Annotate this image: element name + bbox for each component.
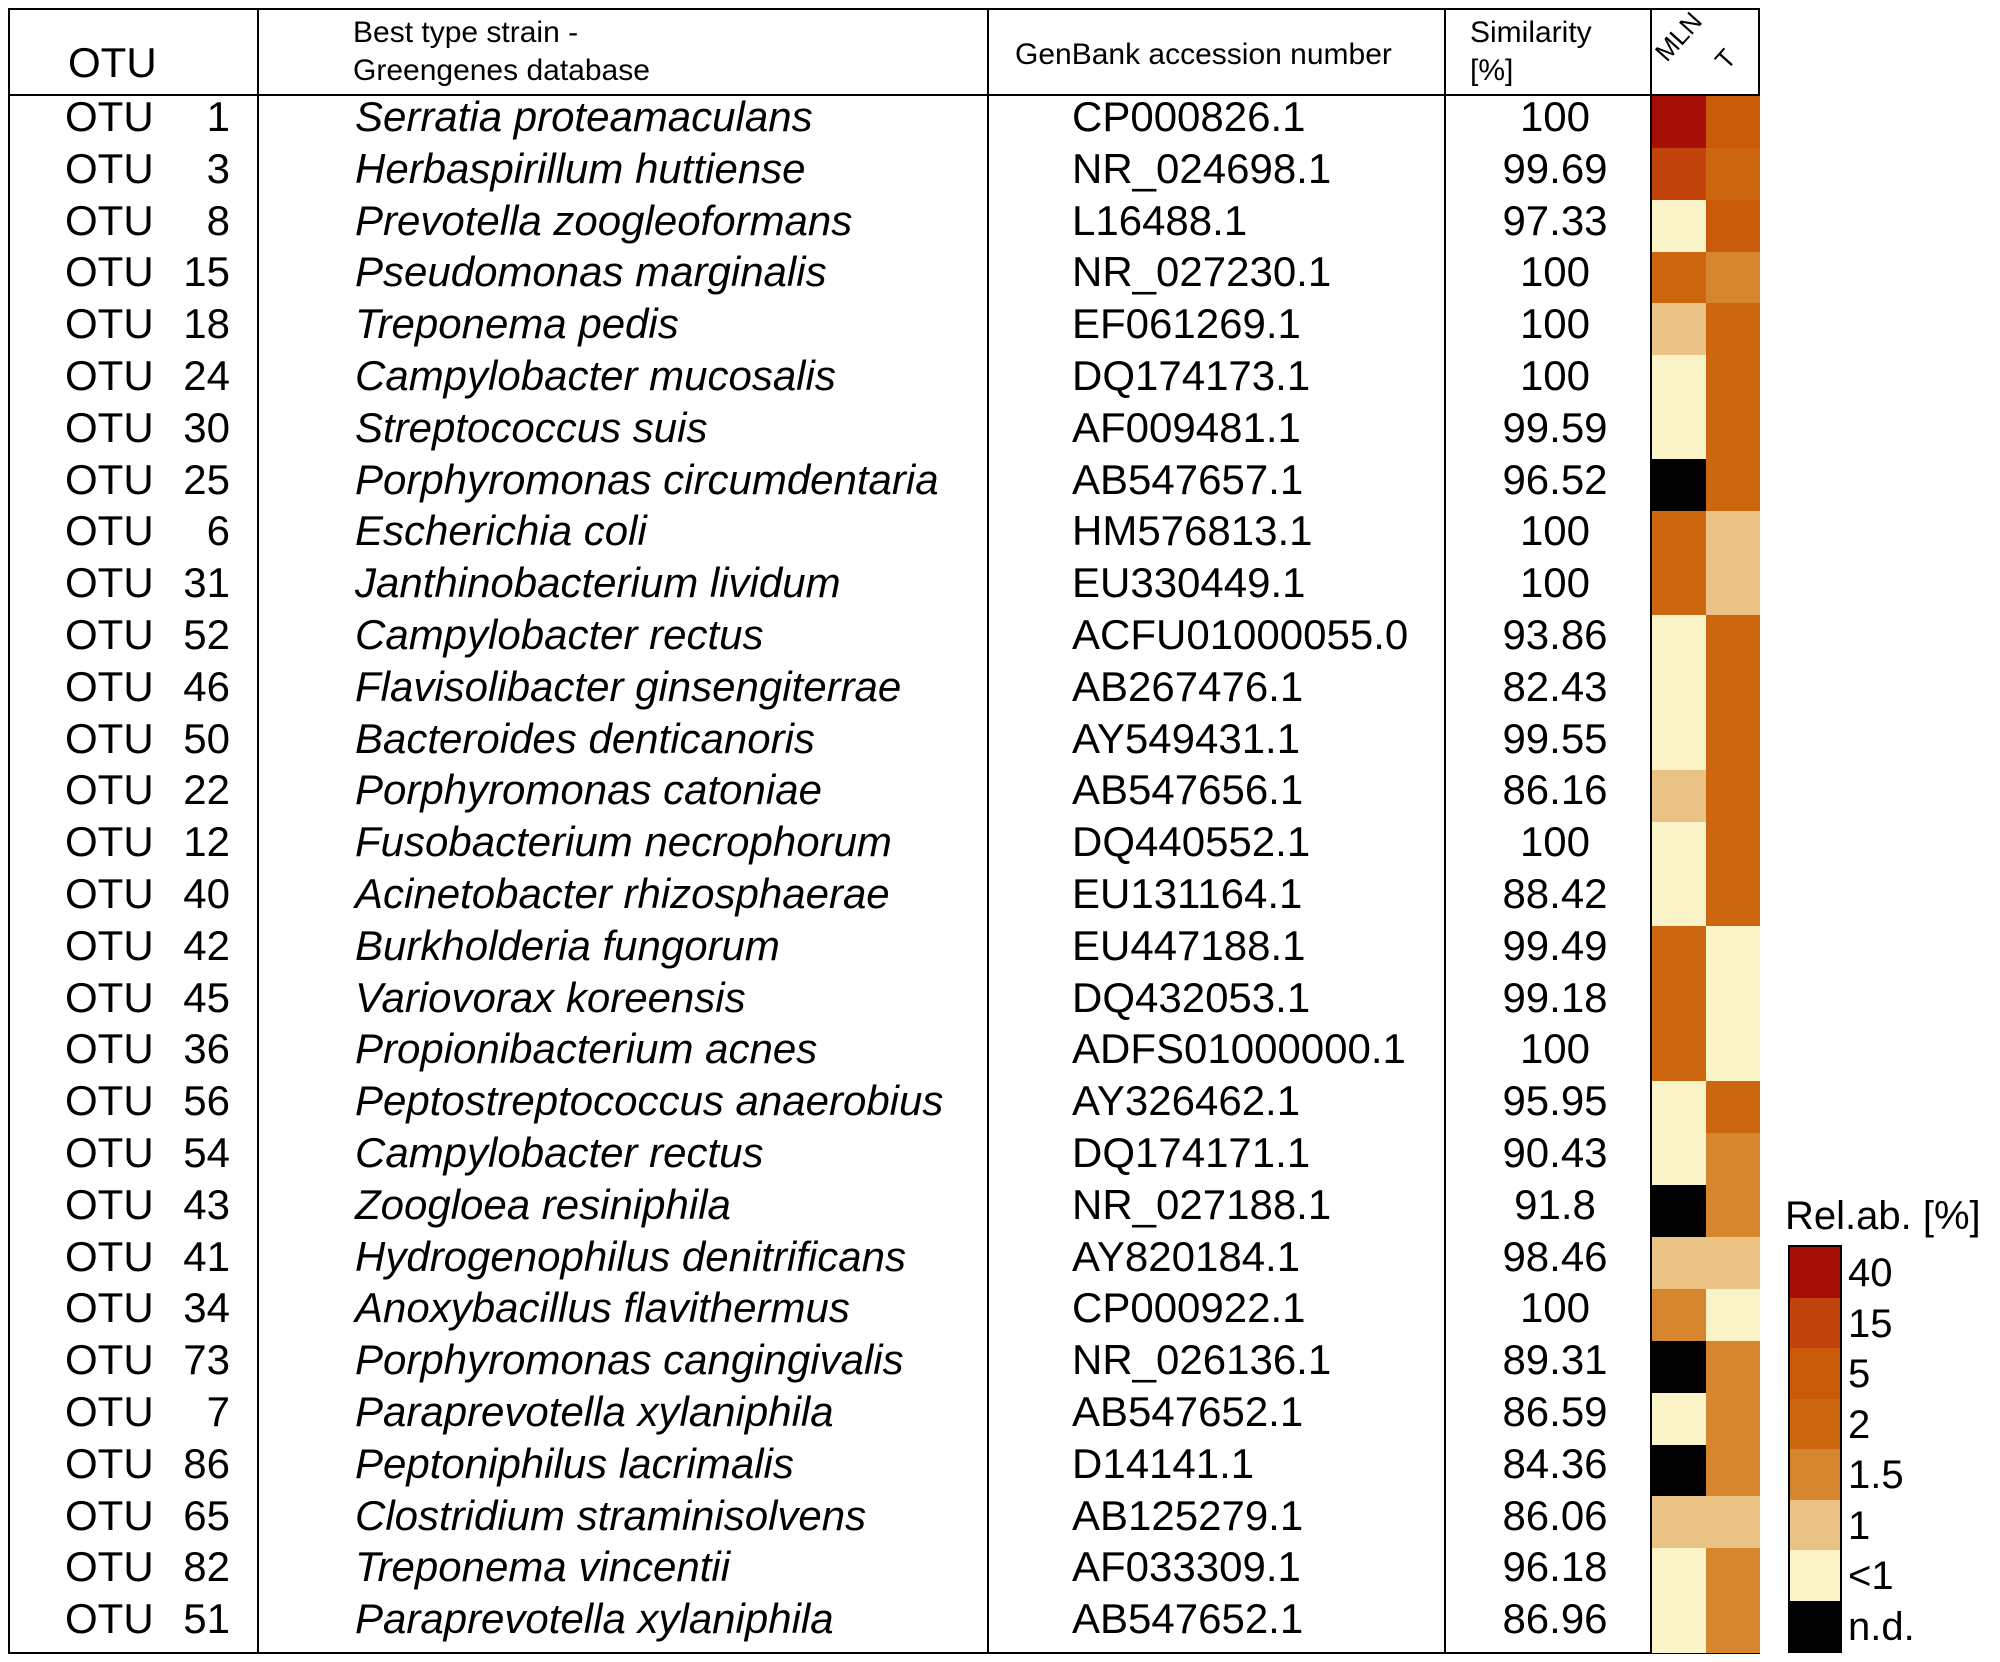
- otu-label: OTU: [65, 1336, 154, 1384]
- otu-label: OTU: [65, 300, 154, 348]
- accession-number: AB125279.1: [1072, 1491, 1304, 1539]
- otu-label: OTU: [65, 93, 154, 140]
- accession-number: AF009481.1: [1072, 403, 1301, 451]
- header-similarity-line1: Similarity: [1470, 16, 1592, 49]
- accession-number: L16488.1: [1072, 196, 1248, 244]
- similarity-value: 82.43: [1502, 662, 1608, 710]
- otu-number: 12: [183, 818, 230, 866]
- otu-number: 18: [183, 300, 230, 348]
- accession-number: DQ440552.1: [1072, 818, 1311, 866]
- legend-label: 1: [1848, 1503, 1871, 1548]
- heatmap-cell-t: [1706, 1600, 1760, 1652]
- species-name: Anoxybacillus flavithermus: [355, 1284, 850, 1332]
- heatmap-cell-mln: [1652, 1393, 1706, 1445]
- header-mln: MLN: [1648, 6, 1708, 68]
- species-name: Campylobacter rectus: [355, 611, 764, 658]
- otu-label: OTU: [65, 559, 154, 607]
- accession-number: DQ432053.1: [1072, 973, 1311, 1021]
- species-name: Treponema pedis: [355, 300, 679, 348]
- heatmap-cell-t: [1706, 1341, 1760, 1393]
- otu-number: 36: [183, 1025, 230, 1073]
- similarity-value: 97.33: [1502, 196, 1608, 244]
- similarity-value: 96.18: [1502, 1543, 1608, 1591]
- heatmap-cell-mln: [1652, 1341, 1706, 1393]
- header-strain-line2: Greengenes database: [353, 54, 650, 87]
- otu-label: OTU: [65, 973, 154, 1021]
- otu-number: 65: [183, 1491, 230, 1539]
- heatmap-cell-t: [1706, 563, 1760, 615]
- otu-label: OTU: [65, 662, 154, 710]
- heatmap-cell-mln: [1652, 926, 1706, 978]
- heatmap-cell-mln: [1652, 770, 1706, 822]
- otu-number: 50: [183, 714, 230, 762]
- column-divider: [1444, 10, 1446, 1652]
- similarity-value: 99.55: [1502, 714, 1608, 762]
- species-name: Acinetobacter rhizosphaerae: [355, 870, 890, 917]
- otu-table: [8, 8, 1760, 1654]
- heatmap-cell-mln: [1652, 1237, 1706, 1289]
- species-name: Serratia proteamaculans: [355, 93, 813, 140]
- legend-label: 15: [1848, 1301, 1893, 1346]
- species-name: Pseudomonas marginalis: [355, 248, 827, 296]
- heatmap-cell-t: [1706, 459, 1760, 511]
- similarity-value: 99.59: [1502, 403, 1608, 451]
- heatmap-cell-mln: [1652, 355, 1706, 407]
- accession-number: EF061269.1: [1072, 300, 1301, 348]
- otu-number: 86: [183, 1439, 230, 1487]
- species-name: Paraprevotella xylaniphila: [355, 1595, 834, 1643]
- legend-title: Rel.ab. [%]: [1785, 1194, 1981, 1238]
- otu-number: 3: [206, 144, 230, 192]
- otu-label: OTU: [65, 1025, 154, 1073]
- otu-number: 73: [183, 1336, 230, 1384]
- otu-number: 6: [206, 507, 230, 555]
- accession-number: AB267476.1: [1072, 662, 1304, 710]
- heatmap-cell-t: [1706, 407, 1760, 459]
- heatmap-cell-t: [1706, 1185, 1760, 1237]
- species-name: Propionibacterium acnes: [355, 1025, 818, 1073]
- similarity-value: 93.86: [1502, 611, 1608, 658]
- header-similarity-line2: [%]: [1470, 54, 1514, 87]
- column-divider: [987, 10, 989, 1652]
- accession-number: AY820184.1: [1072, 1232, 1301, 1280]
- accession-number: DQ174173.1: [1072, 352, 1311, 399]
- heatmap-cell-mln: [1652, 978, 1706, 1030]
- similarity-value: 90.43: [1502, 1129, 1608, 1176]
- accession-number: AF033309.1: [1072, 1543, 1301, 1591]
- heatmap-cell-t: [1706, 874, 1760, 926]
- otu-label: OTU: [65, 1284, 154, 1332]
- otu-label: OTU: [65, 1439, 154, 1487]
- heatmap-cell-mln: [1652, 718, 1706, 770]
- heatmap-cell-mln: [1652, 459, 1706, 511]
- otu-number: 30: [183, 403, 230, 451]
- heatmap-cell-t: [1706, 1393, 1760, 1445]
- otu-number: 51: [183, 1595, 230, 1643]
- heatmap-cell-t: [1706, 96, 1760, 148]
- similarity-value: 100: [1519, 507, 1591, 555]
- otu-number: 7: [206, 1388, 230, 1435]
- accession-number: AY326462.1: [1072, 1077, 1301, 1125]
- accession-number: D14141.1: [1072, 1439, 1255, 1487]
- similarity-value: 86.59: [1502, 1388, 1608, 1435]
- header-t: T: [1708, 43, 1742, 76]
- otu-label: OTU: [65, 1491, 154, 1539]
- otu-number: 52: [183, 611, 230, 658]
- species-name: Prevotella zoogleoformans: [355, 196, 853, 244]
- accession-number: DQ174171.1: [1072, 1129, 1311, 1176]
- similarity-value: 100: [1519, 352, 1591, 399]
- similarity-value: 100: [1519, 300, 1591, 348]
- heatmap-cell-mln: [1652, 822, 1706, 874]
- heatmap-cell-t: [1706, 355, 1760, 407]
- similarity-value: 89.31: [1502, 1336, 1608, 1384]
- accession-number: AY549431.1: [1072, 714, 1301, 762]
- accession-number: CP000922.1: [1072, 1284, 1306, 1332]
- heatmap-cell-mln: [1652, 1548, 1706, 1600]
- legend-label: 1.5: [1848, 1453, 1904, 1497]
- species-name: Streptococcus suis: [355, 403, 708, 451]
- similarity-value: 100: [1519, 248, 1591, 296]
- similarity-value: 99.49: [1502, 921, 1608, 969]
- similarity-value: 100: [1519, 93, 1591, 140]
- heatmap-cell-t: [1706, 1237, 1760, 1289]
- heatmap-cell-t: [1706, 511, 1760, 563]
- similarity-value: 95.95: [1502, 1077, 1608, 1125]
- similarity-value: 86.16: [1502, 766, 1608, 814]
- accession-number: AB547652.1: [1072, 1595, 1304, 1643]
- similarity-value: 99.18: [1502, 973, 1608, 1021]
- heatmap-cell-mln: [1652, 303, 1706, 355]
- similarity-value: 100: [1519, 1025, 1591, 1073]
- otu-label: OTU: [65, 921, 154, 969]
- species-name: Variovorax koreensis: [355, 973, 746, 1021]
- species-name: Porphyromonas circumdentaria: [355, 455, 939, 503]
- otu-number: 41: [183, 1232, 230, 1280]
- otu-number: 1: [206, 93, 230, 140]
- species-name: Porphyromonas cangingivalis: [355, 1336, 904, 1384]
- heatmap-cell-t: [1706, 1081, 1760, 1133]
- otu-label: OTU: [65, 248, 154, 296]
- header-strain-line1: Best type strain -: [353, 16, 579, 49]
- otu-label: OTU: [65, 766, 154, 814]
- heatmap-cell-t: [1706, 770, 1760, 822]
- heatmap-cell-mln: [1652, 148, 1706, 200]
- otu-label: OTU: [65, 1543, 154, 1591]
- heatmap-cell-mln: [1652, 1030, 1706, 1082]
- heatmap-cell-t: [1706, 303, 1760, 355]
- heatmap-cell-mln: [1652, 874, 1706, 926]
- otu-number: 24: [183, 352, 230, 399]
- accession-number: EU131164.1: [1072, 870, 1303, 917]
- species-name: Peptoniphilus lacrimalis: [355, 1439, 794, 1487]
- otu-number: 45: [183, 973, 230, 1021]
- similarity-value: 91.8: [1514, 1180, 1596, 1228]
- legend-label: 40: [1848, 1251, 1893, 1295]
- similarity-value: 96.52: [1502, 455, 1608, 503]
- accession-number: HM576813.1: [1072, 507, 1313, 555]
- legend-label: <1: [1848, 1554, 1894, 1598]
- species-name: Campylobacter mucosalis: [355, 352, 836, 399]
- otu-label: OTU: [65, 818, 154, 866]
- species-name: Clostridium straminisolvens: [355, 1491, 867, 1539]
- species-name: Flavisolibacter ginsengiterrae: [355, 662, 902, 710]
- accession-number: NR_026136.1: [1072, 1336, 1332, 1384]
- heatmap-cell-mln: [1652, 615, 1706, 667]
- header-accession: GenBank accession number: [1015, 38, 1392, 71]
- otu-number: 82: [183, 1543, 230, 1591]
- accession-number: ACFU01000055.0: [1072, 611, 1409, 658]
- otu-label: OTU: [65, 714, 154, 762]
- species-name: Paraprevotella xylaniphila: [355, 1388, 834, 1435]
- accession-number: NR_024698.1: [1072, 144, 1332, 192]
- otu-number: 54: [183, 1129, 230, 1176]
- column-divider: [257, 10, 259, 1652]
- otu-label: OTU: [65, 455, 154, 503]
- heatmap-cell-mln: [1652, 1289, 1706, 1341]
- heatmap-cell-t: [1706, 1496, 1760, 1548]
- similarity-value: 86.06: [1502, 1491, 1608, 1539]
- heatmap-cell-mln: [1652, 1496, 1706, 1548]
- heatmap-cell-t: [1706, 978, 1760, 1030]
- species-name: Janthinobacterium lividum: [355, 559, 841, 607]
- heatmap-cell-t: [1706, 718, 1760, 770]
- otu-label: OTU: [65, 507, 154, 555]
- species-name: Peptostreptococcus anaerobius: [355, 1077, 944, 1125]
- accession-number: ADFS01000000.1: [1072, 1025, 1406, 1073]
- otu-number: 25: [183, 455, 230, 503]
- otu-label: OTU: [65, 403, 154, 451]
- accession-number: EU330449.1: [1072, 559, 1306, 607]
- species-name: Treponema vincentii: [355, 1543, 731, 1591]
- otu-number: 15: [183, 248, 230, 296]
- heatmap-cell-t: [1706, 1548, 1760, 1600]
- legend-label: 5: [1848, 1352, 1871, 1396]
- legend-label: n.d.: [1848, 1604, 1915, 1649]
- accession-number: EU447188.1: [1072, 921, 1306, 969]
- otu-number: 46: [183, 662, 230, 710]
- otu-label: OTU: [65, 1232, 154, 1280]
- heatmap-cell-t: [1706, 1445, 1760, 1497]
- heatmap-cell-t: [1706, 1133, 1760, 1185]
- otu-label: OTU: [65, 144, 154, 192]
- similarity-value: 100: [1519, 559, 1591, 607]
- otu-number: 40: [183, 870, 230, 917]
- heatmap-cell-mln: [1652, 1445, 1706, 1497]
- heatmap-cell-mln: [1652, 200, 1706, 252]
- otu-number: 42: [183, 921, 230, 969]
- heatmap-cell-t: [1706, 200, 1760, 252]
- heatmap-cell-mln: [1652, 1081, 1706, 1133]
- heatmap-cell-mln: [1652, 1133, 1706, 1185]
- similarity-value: 100: [1519, 1284, 1591, 1332]
- similarity-value: 84.36: [1502, 1439, 1608, 1487]
- heatmap-cell-t: [1706, 667, 1760, 719]
- otu-label: OTU: [65, 611, 154, 658]
- heatmap-cell-t: [1706, 1030, 1760, 1082]
- similarity-value: 98.46: [1502, 1232, 1608, 1280]
- species-name: Campylobacter rectus: [355, 1129, 764, 1176]
- heatmap-cell-mln: [1652, 96, 1706, 148]
- species-name: Hydrogenophilus denitrificans: [355, 1232, 906, 1280]
- heatmap-cell-mln: [1652, 252, 1706, 304]
- species-name: Zoogloea resiniphila: [355, 1180, 731, 1228]
- similarity-value: 88.42: [1502, 870, 1608, 917]
- similarity-value: 100: [1519, 818, 1591, 866]
- heatmap-cell-t: [1706, 1289, 1760, 1341]
- heatmap-cell-t: [1706, 926, 1760, 978]
- species-name: Escherichia coli: [355, 507, 647, 555]
- accession-number: AB547652.1: [1072, 1388, 1304, 1435]
- heatmap-cell-t: [1706, 252, 1760, 304]
- heatmap-cell-mln: [1652, 407, 1706, 459]
- heatmap-cell-t: [1706, 822, 1760, 874]
- otu-number: 43: [183, 1180, 230, 1228]
- otu-number: 8: [206, 196, 230, 244]
- accession-number: AB547657.1: [1072, 455, 1304, 503]
- species-name: Herbaspirillum huttiense: [355, 144, 806, 192]
- heatmap-cell-mln: [1652, 667, 1706, 719]
- otu-label: OTU: [65, 1129, 154, 1176]
- accession-number: NR_027188.1: [1072, 1180, 1332, 1228]
- accession-number: NR_027230.1: [1072, 248, 1332, 296]
- similarity-value: 99.69: [1502, 144, 1608, 192]
- legend-label: 2: [1848, 1402, 1871, 1447]
- legend-border: [1788, 1245, 1842, 1653]
- similarity-value: 86.96: [1502, 1595, 1608, 1643]
- otu-label: OTU: [65, 352, 154, 399]
- otu-number: 56: [183, 1077, 230, 1125]
- accession-number: CP000826.1: [1072, 93, 1306, 140]
- otu-label: OTU: [65, 1388, 154, 1435]
- otu-number: 31: [183, 559, 230, 607]
- otu-label: OTU: [65, 1595, 154, 1643]
- otu-label: OTU: [65, 196, 154, 244]
- heatmap-cell-mln: [1652, 511, 1706, 563]
- species-name: Burkholderia fungorum: [355, 921, 780, 969]
- otu-label: OTU: [65, 1180, 154, 1228]
- heatmap-cell-mln: [1652, 1600, 1706, 1652]
- species-name: Porphyromonas catoniae: [355, 766, 822, 814]
- otu-label: OTU: [65, 870, 154, 917]
- otu-number: 34: [183, 1284, 230, 1332]
- heatmap-cell-t: [1706, 148, 1760, 200]
- species-name: Bacteroides denticanoris: [355, 714, 815, 762]
- otu-number: 22: [183, 766, 230, 814]
- otu-label: OTU: [65, 1077, 154, 1125]
- heatmap-cell-mln: [1652, 1185, 1706, 1237]
- heatmap-cell-mln: [1652, 563, 1706, 615]
- heatmap-cell-t: [1706, 615, 1760, 667]
- header-otu: OTU: [68, 39, 157, 86]
- accession-number: AB547656.1: [1072, 766, 1304, 814]
- species-name: Fusobacterium necrophorum: [355, 818, 892, 866]
